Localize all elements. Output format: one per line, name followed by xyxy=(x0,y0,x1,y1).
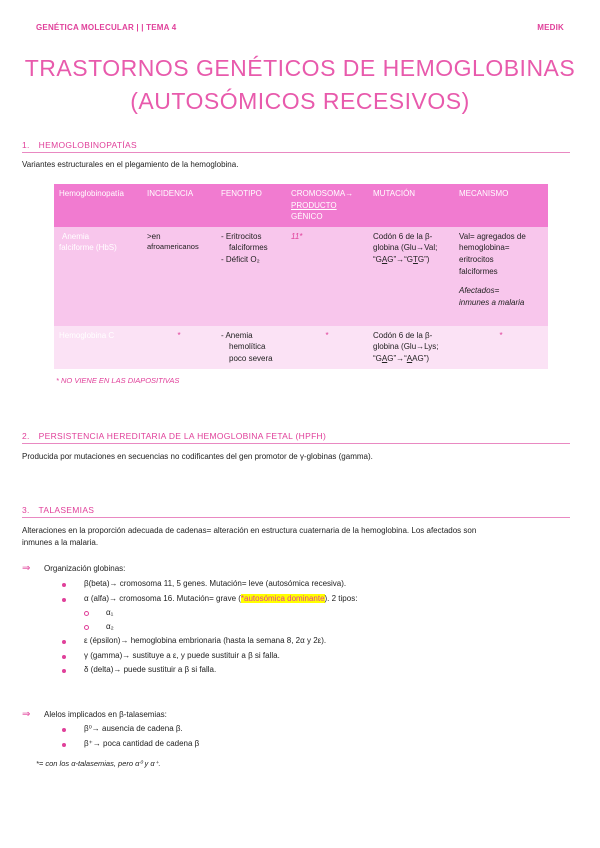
cell-hbs-mecanismo: Val= agregados de hemoglobina= eritrocitos falciformes Afectados= inmunes a malaria xyxy=(454,227,548,326)
th-cromosoma-line1: CROMOSOMA→ xyxy=(291,189,354,198)
cell-hbc-incidencia: * xyxy=(142,326,216,369)
page-title xyxy=(0,52,600,117)
bullet-icon xyxy=(62,728,66,732)
title-line-1: TRASTORNOS GENÉTICOS DE HEMOGLOBINAS xyxy=(24,55,576,81)
footnote: *= con los α-talasemias, pero α⁰ y α⁺. xyxy=(36,759,161,768)
list-item: β(beta)→ cromosoma 11, 5 genes. Mutación= leve (autosómica recesiva). xyxy=(62,578,357,593)
section-2-number: 2. xyxy=(22,431,30,441)
section-2-title: PERSISTENCIA HEREDITARIA DE LA HEMOGLOBINA FETAL (HPFH) xyxy=(38,431,327,441)
double-arrow-icon: ⇒ xyxy=(22,563,31,574)
section-3-title: TALASEMIAS xyxy=(38,505,95,515)
alleles-list xyxy=(62,723,199,752)
bullet-icon xyxy=(62,655,66,659)
section-1-title: HEMOGLOBINOPATÍAS xyxy=(38,140,137,150)
highlight-autosomica-dominante: *autosómica dominante xyxy=(240,593,325,603)
section-1-heading xyxy=(22,139,564,151)
list-item: γ (gamma)→ sustituye a ε, y puede sustituir a β si falla. xyxy=(62,650,357,665)
section-3-heading xyxy=(22,504,564,516)
alleles-label: Alelos implicados en β-talasemias: xyxy=(44,710,167,719)
cell-hbs-incidencia: >en afroamericanos xyxy=(142,227,216,326)
page-header xyxy=(36,22,564,34)
hemoglobinopathies-table xyxy=(54,184,548,369)
list-item: β⁺→ poca cantidad de cadena β xyxy=(62,738,199,753)
th-hemoglobinopatia: Hemoglobinopatía xyxy=(54,184,142,227)
globin-organization-item xyxy=(22,563,125,575)
cell-hbc-fenotipo: - Anemia hemolítica poco severa xyxy=(216,326,286,369)
bullet-icon xyxy=(62,583,66,587)
cell-hbs-fenotipo: - Eritrocitos falciformes - Déficit O₂ xyxy=(216,227,286,326)
globin-list xyxy=(62,578,357,679)
table-note: * NO VIENE EN LAS DIAPOSITIVAS xyxy=(56,376,180,385)
header-subject: GENÉTICA MOLECULAR | | TEMA 4 xyxy=(36,23,177,32)
list-item: α₁ xyxy=(84,607,357,621)
th-fenotipo: FENOTIPO xyxy=(216,184,286,227)
header-brand: MEDIK xyxy=(537,23,564,32)
table-header-row xyxy=(54,184,548,227)
list-item: α (alfa)→ cromosoma 16. Mutación= grave (*autosómica dominante). 2 tipos: xyxy=(62,593,357,608)
cell-hbc-mutacion: Codón 6 de la β- globina (Glu→Lys; “GAG”→“AAG”) xyxy=(368,326,454,369)
circle-bullet-icon xyxy=(84,625,89,630)
bullet-icon xyxy=(62,743,66,747)
list-item: α₂ xyxy=(84,621,357,635)
bullet-icon xyxy=(62,598,66,602)
section-2-intro: Producida por mutaciones en secuencias no codificantes del gen promotor de γ-globinas (gamma). xyxy=(22,452,373,461)
circle-bullet-icon xyxy=(84,611,89,616)
list-item: δ (delta)→ puede sustituir a β si falla. xyxy=(62,664,357,679)
bullet-icon xyxy=(62,669,66,673)
cell-hbs-name: Anemia falciforme (HbS) xyxy=(54,227,142,326)
cell-hbc-mecanismo: * xyxy=(454,326,548,369)
table-row xyxy=(54,326,548,369)
section-3-rule xyxy=(22,517,570,518)
section-1-rule xyxy=(22,152,570,153)
th-cromosoma-line3: GÉNICO xyxy=(291,212,323,222)
section-3-number: 3. xyxy=(22,505,30,515)
cell-hbc-name: Hemoglobina C xyxy=(54,326,142,369)
bullet-icon xyxy=(62,640,66,644)
th-cromosoma xyxy=(286,184,368,227)
cell-hbc-cromosoma: * xyxy=(286,326,368,369)
th-mecanismo: MECANISMO xyxy=(454,184,548,227)
section-2-heading xyxy=(22,430,564,442)
double-arrow-icon: ⇒ xyxy=(22,709,31,720)
list-item: β⁰→ ausencia de cadena β. xyxy=(62,723,199,738)
cell-hbs-cromosoma: 11* xyxy=(286,227,368,326)
section-3-intro: Alteraciones en la proporción adecuada de cadenas= alteración en estructura cuaternaria de la hemoglobina. Los afectados son inmunes a la malaria. xyxy=(22,526,477,547)
table-row xyxy=(54,227,548,326)
section-1-number: 1. xyxy=(22,140,30,150)
section-2-rule xyxy=(22,443,570,444)
th-mutacion: MUTACIÓN xyxy=(368,184,454,227)
alleles-item xyxy=(22,709,167,721)
list-item: ε (épsilon)→ hemoglobina embrionaria (hasta la semana 8, 2α y 2ε). xyxy=(62,635,357,650)
globin-organization-label: Organización globinas: xyxy=(44,564,126,573)
section-1-intro: Variantes estructurales en el plegamiento de la hemoglobina. xyxy=(22,160,239,169)
th-cromosoma-line2: PRODUCTO xyxy=(291,200,337,210)
title-line-2: (AUTOSÓMICOS RECESIVOS) xyxy=(130,87,470,114)
th-incidencia: INCIDENCIA xyxy=(142,184,216,227)
cell-hbs-mutacion: Codón 6 de la β- globina (Glu→Val; “GAG”→“GTG”) xyxy=(368,227,454,326)
